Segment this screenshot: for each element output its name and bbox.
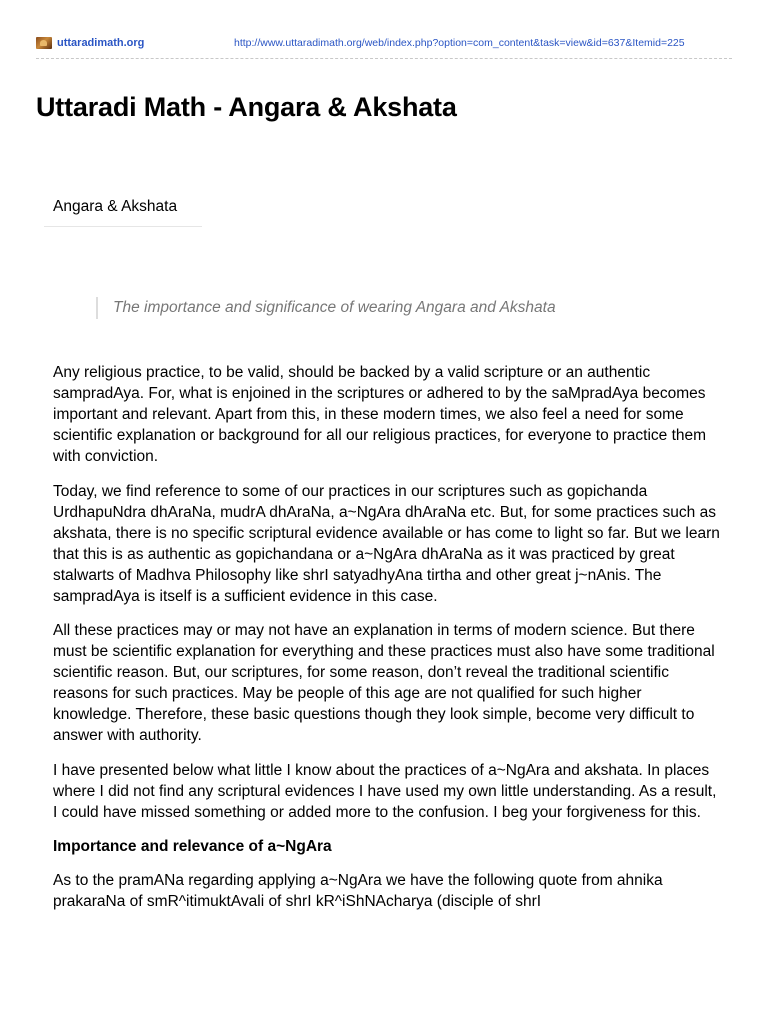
site-name[interactable]: uttaradimath.org — [57, 37, 145, 49]
site-link[interactable] — [36, 37, 144, 49]
page-header — [36, 36, 732, 54]
page-title: Uttaradi Math - Angara & Akshata — [36, 92, 457, 122]
intro-blockquote: The importance and significance of wearing Angara and Akshata — [96, 297, 556, 319]
paragraph: All these practices may or may not have an explanation in terms of modern science. But there must be scientific explanation for everything and these practices must also have some traditional scientific reason. But, our scriptures, for some reason, don’t reveal the traditional scientific reasons for such practices. May be people of this age are not qualified for such higher knowledge. Therefore, these basic questions though they look simple, become very difficult to answer with authority. — [53, 622, 715, 744]
paragraph: Any religious practice, to be valid, should be backed by a valid scripture or an authentic sampradAya. For, what is enjoined in the scriptures or adhered to by the saMpradAya becomes important and relevant. Apart from this, in these modern times, we also feel a need for some scientific explanation or background for all our religious practices, for everyone to practice them with conviction. — [53, 364, 707, 465]
article-subheading-text: Angara & Akshata — [53, 198, 178, 215]
article-body — [53, 362, 723, 926]
paragraph: I have presented below what little I know about the practices of a~NgAra and akshata. In places where I did not find any scriptural evidences I have used my own little understanding. As a result, I could have missed something or added more to the confusion. I beg your forgiveness for this. — [53, 761, 717, 821]
header-divider — [36, 58, 732, 59]
paragraph: Today, we find reference to some of our practices in our scriptures such as gopichanda UrdhapuNdra dhAraNa, mudrA dhAraNa, a~NgAra dhAraNa etc. But, for some practices such as akshata, there is no specific scriptural evidence available or has come to light so far. But we learn that this is as authentic as gopichandana or a~NgAra dhAraNa as it was practiced by great stalwarts of Madhva Philosophy like shrI satyadhyAna tirtha and other great j~nAnis. The sampradAya is itself is a sufficient evidence in this case. — [53, 482, 720, 605]
article-subheading — [44, 196, 202, 227]
paragraph: As to the pramANa regarding applying a~NgAra we have the following quote from ahnika prakaraNa of smR^itimuktAvali of shrI kR^iShNAcharya (disciple of shrI — [53, 872, 663, 910]
page-url-link[interactable]: http://www.uttaradimath.org/web/index.php?option=com_content&task=view&id=637&Itemid=225 — [234, 37, 685, 49]
site-favicon-icon — [36, 37, 52, 49]
section-heading: Importance and relevance of a~NgAra — [53, 838, 332, 855]
